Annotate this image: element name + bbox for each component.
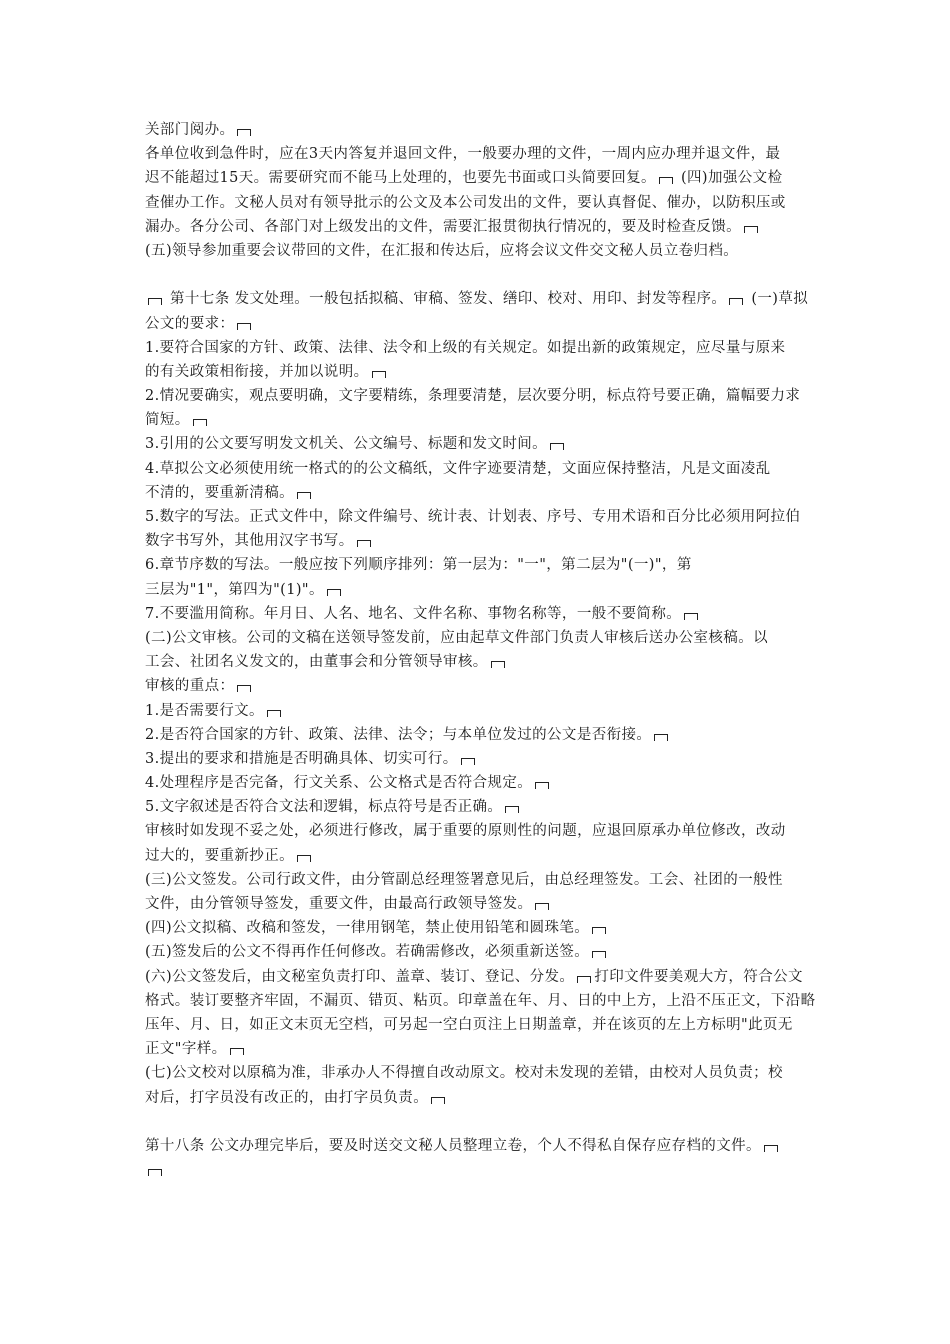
paragraph-mark-icon (148, 1169, 162, 1176)
paragraph-mark-icon (193, 419, 207, 426)
paragraph-mark-icon (297, 492, 311, 499)
text-line: 数字书写外，其他用汉字书写。 (145, 529, 815, 553)
paragraph-mark-icon (461, 758, 475, 765)
text-line: (七)公文校对以原稿为准，非承办人不得擅自改动原文。校对未发现的差错，由校对人员负责；校 (145, 1065, 783, 1082)
text-line: 4.处理程序是否完备，行文关系、公文格式是否符合规定。 (145, 771, 815, 795)
document-body (145, 118, 815, 1182)
text-line: 压年、月、日，如正文末页无空档，可另起一空白页注上日期盖章，并在该页的左上方标明"此页无 (145, 1016, 793, 1033)
text-line: 简短。 (145, 408, 815, 432)
text-line: 3.引用的公文要写明发文机关、公文编号、标题和发文时间。 (145, 432, 815, 456)
text-line: (二)公文审核。公司的文稿在送领导签发前，应由起草文件部门负责人审核后送办公室核稿。以 (145, 629, 769, 646)
text-line: 1.要符合国家的方针、政策、法律、法令和上级的有关规定。如提出新的政策规定，应尽量与原来 (145, 339, 786, 356)
text-line: 1.是否需要行文。 (145, 699, 815, 723)
paragraph-mark-icon (431, 1097, 445, 1104)
text-line: 迟不能超过15天。需要研究而不能马上处理的，也要先书面或口头简要回复。 (四)加强公文检 (145, 170, 783, 187)
paragraph-mark-icon (592, 927, 606, 934)
paragraph-mark-icon (230, 1048, 244, 1055)
paragraph-mark-icon (550, 443, 564, 450)
paragraph-mark-icon (237, 685, 251, 692)
text-line: 对后，打字员没有改正的，由打字员负责。 (145, 1086, 815, 1110)
text-line: 第十八条 公文办理完毕后，要及时送交文秘人员整理立卷，个人不得私自保存应存档的文件。 (145, 1134, 815, 1158)
text-line: 2.情况要确实，观点要明确，文字要精练，条理要清楚，层次要分明，标点符号要正确，篇幅要力求 (145, 388, 801, 405)
paragraph-mark-icon (237, 323, 251, 330)
paragraph-mark-icon (659, 177, 673, 184)
paragraph-mark-icon (372, 371, 386, 378)
text-line: 查催办工作。文秘人员对有领导批示的公文及本公司发出的文件，要认真督促、催办，以防积压或 (145, 194, 786, 211)
paragraph-mark-icon (357, 540, 371, 547)
text-line: 各单位收到急件时，应在3天内答复并退回文件，一般要办理的文件，一周内应办理并退文件，最 (145, 146, 781, 163)
text-line: 过大的，要重新抄正。 (145, 844, 815, 868)
text-line (145, 1158, 815, 1182)
text-line: 7.不要滥用简称。年月日、人名、地名、文件名称、事物名称等，一般不要简称。 (145, 602, 815, 626)
paragraph-mark-icon (327, 589, 341, 596)
text-line: 第十七条 发文处理。一般包括拟稿、审稿、签发、缮印、校对、用印、封发等程序。 (一)草拟 (145, 287, 815, 311)
text-line: 5.数字的写法。正式文件中，除文件编号、统计表、计划表、序号、专用术语和百分比必须用阿拉伯 (145, 509, 801, 525)
paragraph-mark-icon (729, 298, 743, 305)
text-line: 工会、社团名义发文的，由董事会和分管领导审核。 (145, 650, 815, 674)
text-line: 4.草拟公文必须使用统一格式的的公文稿纸，文件字迹要清楚，文面应保持整洁，凡是文面凌乱 (145, 460, 771, 477)
paragraph-mark-icon (577, 976, 591, 983)
text-line: 关部门阅办。 (145, 118, 815, 142)
text-line: 3.提出的要求和措施是否明确具体、切实可行。 (145, 747, 815, 771)
paragraph-mark-icon (744, 226, 758, 233)
text-line: (四)公文拟稿、改稿和签发，一律用钢笔，禁止使用铅笔和圆珠笔。 (145, 916, 815, 940)
paragraph-mark-icon (654, 734, 668, 741)
paragraph-mark-icon (491, 661, 505, 668)
text-line: 审核时如发现不妥之处，必须进行修改，属于重要的原则性的问题，应退回原承办单位修改，改动 (145, 823, 786, 840)
text-line: 审核的重点： (145, 674, 815, 698)
paragraph-mark-icon (267, 710, 281, 717)
paragraph-mark-icon (297, 855, 311, 862)
text-line: 公文的要求： (145, 312, 815, 336)
paragraph-mark-icon (684, 613, 698, 620)
text-line: 三层为"1"，第四为"(1)"。 (145, 578, 815, 602)
text-line: (三)公文签发。公司行政文件，由分管副总经理签署意见后，由总经理签发。工会、社团的一般性 (145, 871, 783, 888)
text-line: 文件，由分管领导签发，重要文件，由最高行政领导签发。 (145, 892, 815, 916)
text-line: 的有关政策相衔接，并加以说明。 (145, 360, 815, 384)
paragraph-mark-icon (505, 806, 519, 813)
blank-line (145, 1110, 815, 1134)
text-line: 不清的，要重新清稿。 (145, 481, 815, 505)
text-line: 5.文字叙述是否符合文法和逻辑，标点符号是否正确。 (145, 795, 815, 819)
text-line: 6.章节序数的写法。一般应按下列顺序排列：第一层为："一"，第二层为"(一)"，第 (145, 557, 692, 574)
paragraph-mark-icon (535, 782, 549, 789)
text-line: (六)公文签发后，由文秘室负责打印、盖章、装订、登记、分发。 打印文件要美观大方，符合公文 (145, 968, 803, 985)
paragraph-mark-icon (764, 1145, 778, 1152)
text-line: 2.是否符合国家的方针、政策、法律、法令；与本单位发过的公文是否衔接。 (145, 723, 815, 747)
text-line: 格式。装订要整齐牢固，不漏页、错页、粘页。印章盖在年、月、日的中上方，上沿不压正文，下沿略 (145, 992, 816, 1009)
paragraph-mark-icon (237, 129, 251, 136)
text-line: 漏办。各分公司、各部门对上级发出的文件，需要汇报贯彻执行情况的，要及时检查反馈。 (145, 215, 815, 239)
text-line: (五)签发后的公文不得再作任何修改。若确需修改，必须重新送签。 (145, 940, 815, 964)
paragraph-mark-icon (148, 298, 162, 305)
paragraph-mark-icon (535, 903, 549, 910)
text-line: 正文"字样。 (145, 1037, 815, 1061)
text-line: (五)领导参加重要会议带回的文件，在汇报和传达后，应将会议文件交文秘人员立卷归档。 (145, 242, 739, 259)
blank-line (145, 263, 815, 287)
paragraph-mark-icon (592, 951, 606, 958)
